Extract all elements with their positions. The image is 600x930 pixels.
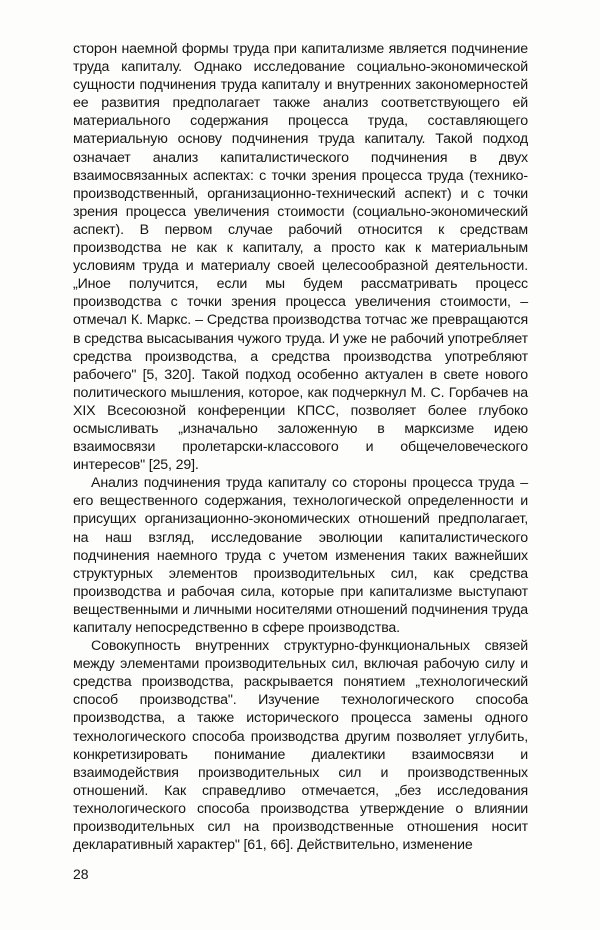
paragraph-2: Анализ подчинения труда капиталу со стороны процесса труда – его вещественного содержания, технологической определенности и присущих организационно-экономических отношений предполагает, на наш взгляд, исследование эволюции капиталистического подчинения наемного труда с учетом изменения таких важнейших структурных элементов производительных сил, как средства производства и рабочая сила, которые при капитализме выступают вещественными и личными носителями отношений подчинения труда капиталу непосредственно в сфере производства.: [73, 475, 528, 636]
body-text: [73, 40, 528, 854]
page-number: 28: [73, 866, 89, 882]
paragraph-3: Совокупность внутренних структурно-функциональных связей между элементами производительных сил, включая рабочую силу и средства производства, раскрывается понятием „технологический способ производства". Изучение технологического способа производства, а также исторического процесса замены одного технологического способа производства другим позволяет углубить, конкретизировать понимание диалектики взаимосвязи и взаимодействия производительных сил и производственных отношений. Как справедливо отмечается, „без исследования технологического способа производства утверждение о влиянии производительных сил на производственные отношения носит декларативный характер" [61, 66]. Действительно, изменение: [73, 638, 528, 854]
paragraph-1: сторон наемной формы труда при капитализме является подчинение труда капиталу. Однако исследование социально-экономической сущности подчинения труда капиталу и внутренних закономерностей ее развития предполагает также анализ соответствующего ей материального содержания процесса труда, составляющего материальную основу подчинения труда капиталу. Такой подход означает анализ капиталистического подчинения в двух взаимосвязанных аспектах: с точки зрения процесса труда (технико-производственный, организационно-технический аспект) и с точки зрения процесса увеличения стоимости (социально-экономический аспект). В первом случае рабочий относится к средствам производства не как к капиталу, а просто как к материальным условиям труда и материалу своей целесообразной деятельности. „Иное получится, если мы будем рассматривать процесс производства с точки зрения процесса увеличения стоимости, – отмечал К. Маркс. – Средства производства тотчас же превращаются в средства высасывания чужого труда. И уже не рабочий употребляет средства производства, а средства производства употребляют рабочего" [5, 320]. Такой подход особенно актуален в свете нового политического мышления, которое, как подчеркнул М. С. Горбачев на XIX Всесоюзной конференции КПСС, позволяет более глубоко осмысливать „изначально заложенную в марксизме идею взаимосвязи пролетарски-классового и общечеловеческого интересов" [25, 29].: [73, 41, 528, 474]
